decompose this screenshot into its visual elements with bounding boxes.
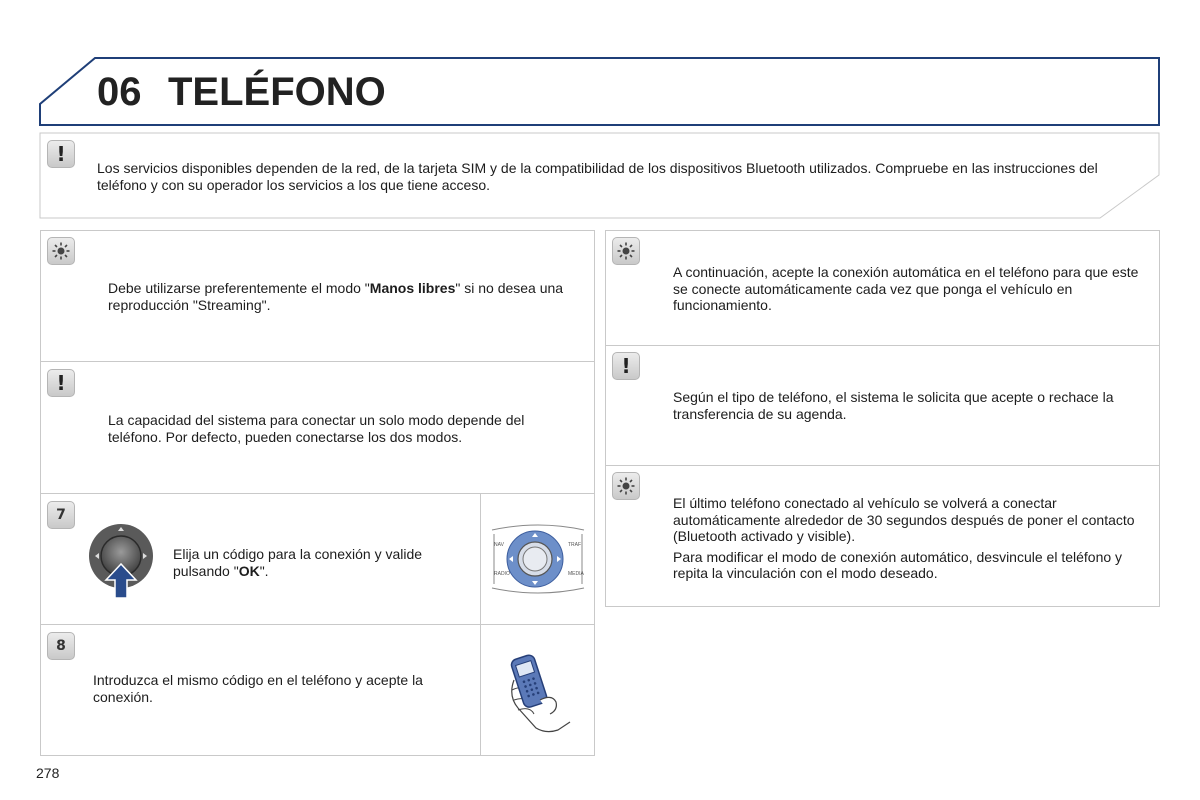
panel-label-traf: TRAF bbox=[568, 542, 582, 548]
step-8-badge: 8 bbox=[47, 632, 75, 660]
step-8-text: Introduzca el mismo código en el teléfono y acepte la conexión. bbox=[93, 672, 423, 705]
warning-icon: ! bbox=[612, 352, 640, 380]
panel-label-nav: NAV bbox=[494, 542, 504, 548]
control-panel-icon bbox=[488, 518, 588, 600]
warning-icon: ! bbox=[47, 140, 75, 168]
tip-icon bbox=[612, 237, 640, 265]
panel-label-radio: RADIO bbox=[494, 571, 510, 577]
top-warning-box bbox=[0, 0, 1200, 230]
warning-phonebook-text: Según el tipo de teléfono, el sistema le solicita que acepte o rechace la transferencia de su agenda. bbox=[673, 389, 1114, 422]
page-number: 278 bbox=[36, 765, 60, 781]
tip-last-phone-text bbox=[673, 495, 1151, 586]
page-title: TELÉFONO bbox=[168, 70, 386, 114]
top-warning-text: Los servicios disponibles dependen de la red, de la tarjeta SIM y de la compatibilidad de los dispositivos Bluetooth utilizados. Compruebe en las instrucciones del teléfono y con su operador los servicios a los que tiene acceso. bbox=[97, 160, 1098, 193]
section-number: 06 bbox=[97, 70, 142, 114]
tip-auto-connection-text: A continuación, acepte la conexión automática en el teléfono para que este se conecte automáticamente cada vez que ponga el vehículo en funcionamiento. bbox=[673, 264, 1139, 313]
tip-hands-free-text: Debe utilizarse preferentemente el modo "Manos libres" si no desea una reproducción "Streaming". bbox=[108, 280, 564, 313]
tip-icon bbox=[47, 237, 75, 265]
rotary-knob-icon bbox=[86, 520, 156, 600]
warning-connection-mode-text: La capacidad del sistema para conectar un solo modo depende del teléfono. Por defecto, pueden conectarse los dos modos. bbox=[108, 412, 525, 445]
warning-icon: ! bbox=[47, 369, 75, 397]
panel-label-media: MEDIA bbox=[568, 571, 584, 577]
step-7-badge: 7 bbox=[47, 501, 75, 529]
tip-last-phone-paragraph-1: El último teléfono conectado al vehículo se volverá a conectar automáticamente alrededor de 30 segundos después de poner el contacto (Bluetooth activado y visible). bbox=[673, 495, 1135, 544]
tip-last-phone-paragraph-2: Para modificar el modo de conexión automático, desvincule el teléfono y repita la vinculación con el modo deseado. bbox=[673, 548, 1123, 581]
mobile-phone-icon bbox=[500, 650, 578, 734]
tip-icon bbox=[612, 472, 640, 500]
step-7-text: Elija un código para la conexión y valide pulsando "OK". bbox=[173, 546, 423, 579]
